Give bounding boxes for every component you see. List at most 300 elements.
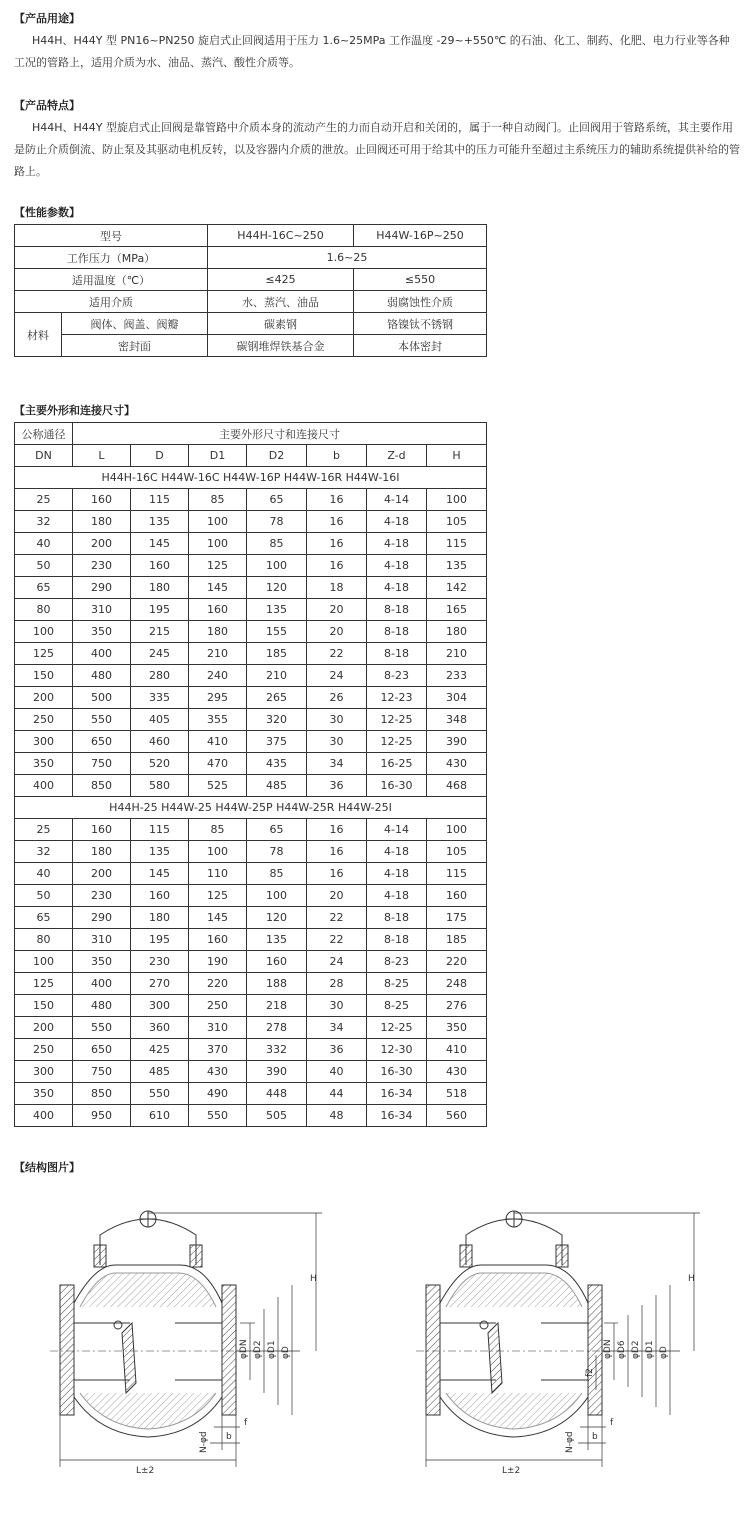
table-row (15, 753, 487, 775)
table-cell: 16 (307, 863, 367, 885)
table-cell: 248 (427, 973, 487, 995)
table-cell: 430 (189, 1061, 247, 1083)
table-row (15, 643, 487, 665)
table-row (15, 1039, 487, 1061)
table-cell: 40 (15, 863, 73, 885)
dn-label: 公称通径 (15, 423, 73, 445)
table-cell: 210 (427, 643, 487, 665)
table-row (15, 907, 487, 929)
table-cell: 180 (427, 621, 487, 643)
table-cell: 250 (189, 995, 247, 1017)
table-cell: 18 (307, 577, 367, 599)
column-header: D2 (247, 445, 307, 467)
table-cell: 430 (427, 753, 487, 775)
table-cell: 355 (189, 709, 247, 731)
table-cell: 16-30 (367, 1061, 427, 1083)
medium-label: 适用介质 (15, 291, 208, 313)
table-cell: 48 (307, 1105, 367, 1127)
table-cell: 390 (247, 1061, 307, 1083)
table-row (15, 533, 487, 555)
table-cell: 950 (73, 1105, 131, 1127)
table-cell: 304 (427, 687, 487, 709)
dimensions-table (14, 422, 487, 1127)
model-b: H44W-16P~250 (354, 225, 487, 247)
table-cell: 195 (131, 599, 189, 621)
table-cell: 12-25 (367, 731, 427, 753)
table-cell: 36 (307, 775, 367, 797)
table-cell: 125 (189, 885, 247, 907)
table-cell: 100 (189, 841, 247, 863)
dim-label-dn: φDN (239, 1339, 249, 1359)
table-cell: 16 (307, 555, 367, 577)
table-cell: 230 (131, 951, 189, 973)
table-cell: 145 (131, 533, 189, 555)
series-group-row (15, 797, 487, 819)
table-cell: 16-30 (367, 775, 427, 797)
table-cell: 85 (247, 533, 307, 555)
column-header-row (15, 445, 487, 467)
dim-label-L: L±2 (502, 1466, 521, 1476)
table-cell: 78 (247, 511, 307, 533)
table-row (15, 929, 487, 951)
table-cell: 160 (73, 819, 131, 841)
column-header: H (427, 445, 487, 467)
table-cell: 80 (15, 929, 73, 951)
table-row (15, 1105, 487, 1127)
table-cell: 115 (427, 863, 487, 885)
table-cell: 8-25 (367, 995, 427, 1017)
table-cell: 4-18 (367, 555, 427, 577)
table-cell: 500 (73, 687, 131, 709)
dim-label-dn: φDN (603, 1339, 613, 1359)
dim-label-d1: φD1 (645, 1340, 655, 1359)
table-cell: 24 (307, 951, 367, 973)
column-header: b (307, 445, 367, 467)
table-cell: 448 (247, 1083, 307, 1105)
table-cell: 550 (73, 1017, 131, 1039)
table-cell: 85 (189, 819, 247, 841)
table-cell: 250 (15, 709, 73, 731)
features-title: 【产品特点】 (14, 99, 80, 112)
table-cell: 425 (131, 1039, 189, 1061)
table-cell: 100 (247, 885, 307, 907)
dimensions-title: 【主要外形和连接尺寸】 (14, 404, 135, 417)
table-cell: 16-34 (367, 1083, 427, 1105)
series-group-label: H44H-25 H44W-25 H44W-25P H44W-25R H44W-25I (15, 797, 487, 819)
table-cell: 200 (15, 1017, 73, 1039)
table-row (15, 621, 487, 643)
table-cell: 218 (247, 995, 307, 1017)
table-row (15, 555, 487, 577)
table-row (15, 775, 487, 797)
table-cell: 50 (15, 555, 73, 577)
table-cell: 135 (131, 841, 189, 863)
table-cell: 8-18 (367, 643, 427, 665)
table-cell: 30 (307, 995, 367, 1017)
table-cell: 16 (307, 511, 367, 533)
table-cell: 120 (247, 907, 307, 929)
table-cell: 4-18 (367, 511, 427, 533)
temp-label: 适用温度（℃） (15, 269, 208, 291)
table-cell: 250 (15, 1039, 73, 1061)
pressure-value: 1.6~25 (208, 247, 487, 269)
table-cell: 165 (427, 599, 487, 621)
table-cell: 22 (307, 929, 367, 951)
table-cell: 12-25 (367, 709, 427, 731)
table-cell: 100 (427, 819, 487, 841)
table-cell: 105 (427, 841, 487, 863)
table-cell: 4-18 (367, 841, 427, 863)
table-cell: 245 (131, 643, 189, 665)
model-label: 型号 (15, 225, 208, 247)
medium-a: 水、蒸汽、油品 (208, 291, 354, 313)
table-cell: 518 (427, 1083, 487, 1105)
column-header: L (73, 445, 131, 467)
table-cell: 550 (131, 1083, 189, 1105)
table-cell: 40 (307, 1061, 367, 1083)
table-cell: 20 (307, 599, 367, 621)
table-cell: 36 (307, 1039, 367, 1061)
dim-label-d: φD (281, 1346, 291, 1359)
table-cell: 180 (131, 577, 189, 599)
table-cell: 185 (247, 643, 307, 665)
table-cell: 30 (307, 731, 367, 753)
table-cell: 580 (131, 775, 189, 797)
table-cell: 350 (73, 951, 131, 973)
dim-label-f: f (610, 1418, 614, 1428)
table-cell: 410 (189, 731, 247, 753)
table-cell: 460 (131, 731, 189, 753)
dim-label-L: L±2 (136, 1466, 155, 1476)
table-cell: 468 (427, 775, 487, 797)
right-valve-drawing (416, 1211, 606, 1437)
table-cell: 405 (131, 709, 189, 731)
table-cell: 750 (73, 753, 131, 775)
table-cell: 160 (427, 885, 487, 907)
table-cell: 8-18 (367, 599, 427, 621)
table-cell: 550 (73, 709, 131, 731)
table-cell: 300 (15, 1061, 73, 1083)
table-cell: 200 (15, 687, 73, 709)
table-cell: 34 (307, 1017, 367, 1039)
table-cell: 100 (15, 621, 73, 643)
dim-label-nd: N-φd (199, 1431, 209, 1453)
table-cell: 400 (15, 775, 73, 797)
table-cell: 135 (427, 555, 487, 577)
main-dims-label: 主要外形尺寸和连接尺寸 (73, 423, 487, 445)
table-cell: 300 (15, 731, 73, 753)
table-cell: 65 (15, 907, 73, 929)
table-cell: 210 (247, 665, 307, 687)
table-cell: 16 (307, 841, 367, 863)
table-cell: 610 (131, 1105, 189, 1127)
table-cell: 125 (15, 643, 73, 665)
table-cell: 85 (189, 489, 247, 511)
table-row (15, 885, 487, 907)
column-header: D1 (189, 445, 247, 467)
table-cell: 32 (15, 511, 73, 533)
dim-label-f: f (244, 1418, 248, 1428)
series-group-row (15, 467, 487, 489)
table-cell: 220 (189, 973, 247, 995)
table-cell: 550 (189, 1105, 247, 1127)
left-valve-drawing (50, 1211, 240, 1437)
dim-label-H: H (310, 1274, 317, 1284)
table-cell: 30 (307, 709, 367, 731)
table-row (15, 665, 487, 687)
table-cell: 280 (131, 665, 189, 687)
table-cell: 115 (427, 533, 487, 555)
table-row (15, 1083, 487, 1105)
dim-label-d6: φD6 (617, 1340, 627, 1359)
seal-b: 本体密封 (354, 335, 487, 357)
table-cell: 650 (73, 1039, 131, 1061)
table-cell: 505 (247, 1105, 307, 1127)
table-cell: 8-18 (367, 621, 427, 643)
table-cell: 22 (307, 643, 367, 665)
table-cell: 240 (189, 665, 247, 687)
table-cell: 195 (131, 929, 189, 951)
table-row (15, 819, 487, 841)
table-row (15, 1017, 487, 1039)
table-cell: 120 (247, 577, 307, 599)
table-cell: 25 (15, 489, 73, 511)
table-cell: 16 (307, 489, 367, 511)
table-row (15, 863, 487, 885)
table-cell: 220 (427, 951, 487, 973)
table-cell: 28 (307, 973, 367, 995)
table-cell: 490 (189, 1083, 247, 1105)
table-cell: 370 (189, 1039, 247, 1061)
table-cell: 80 (15, 599, 73, 621)
table-cell: 20 (307, 621, 367, 643)
table-cell: 142 (427, 577, 487, 599)
table-cell: 270 (131, 973, 189, 995)
table-cell: 430 (427, 1061, 487, 1083)
table-cell: 8-18 (367, 907, 427, 929)
performance-title: 【性能参数】 (14, 206, 80, 219)
table-cell: 160 (247, 951, 307, 973)
dim-label-f2: f2 (585, 1368, 595, 1377)
table-cell: 115 (131, 819, 189, 841)
table-cell: 135 (247, 929, 307, 951)
table-cell: 278 (247, 1017, 307, 1039)
table-row (15, 709, 487, 731)
table-cell: 44 (307, 1083, 367, 1105)
table-cell: 332 (247, 1039, 307, 1061)
table-row (15, 599, 487, 621)
table-cell: 100 (15, 951, 73, 973)
table-cell: 160 (189, 929, 247, 951)
table-cell: 40 (15, 533, 73, 555)
table-cell: 100 (247, 555, 307, 577)
table-cell: 24 (307, 665, 367, 687)
dim-label-nd: N-φd (565, 1431, 575, 1453)
seal-a: 碳钢堆焊铁基合金 (208, 335, 354, 357)
table-cell: 145 (189, 577, 247, 599)
table-cell: 215 (131, 621, 189, 643)
table-cell: 850 (73, 1083, 131, 1105)
table-row (15, 511, 487, 533)
table-cell: 175 (427, 907, 487, 929)
table-cell: 350 (427, 1017, 487, 1039)
table-row (15, 489, 487, 511)
table-cell: 180 (73, 841, 131, 863)
table-cell: 4-18 (367, 885, 427, 907)
table-cell: 480 (73, 995, 131, 1017)
table-cell: 150 (15, 995, 73, 1017)
table-cell: 350 (15, 1083, 73, 1105)
table-cell: 560 (427, 1105, 487, 1127)
table-cell: 200 (73, 863, 131, 885)
pressure-label: 工作压力（MPa） (15, 247, 208, 269)
table-cell: 525 (189, 775, 247, 797)
table-cell: 65 (15, 577, 73, 599)
table-cell: 12-25 (367, 1017, 427, 1039)
structure-drawings (0, 1205, 750, 1505)
table-cell: 410 (427, 1039, 487, 1061)
usage-title: 【产品用途】 (14, 12, 80, 25)
table-cell: 350 (15, 753, 73, 775)
table-cell: 4-14 (367, 819, 427, 841)
table-cell: 360 (131, 1017, 189, 1039)
series-group-label: H44H-16C H44W-16C H44W-16P H44W-16R H44W-16I (15, 467, 487, 489)
table-cell: 32 (15, 841, 73, 863)
table-cell: 520 (131, 753, 189, 775)
table-cell: 155 (247, 621, 307, 643)
table-cell: 310 (73, 599, 131, 621)
table-cell: 125 (189, 555, 247, 577)
table-cell: 320 (247, 709, 307, 731)
dim-label-b: b (592, 1432, 598, 1442)
table-cell: 188 (247, 973, 307, 995)
table-cell: 400 (73, 643, 131, 665)
table-cell: 650 (73, 731, 131, 753)
table-cell: 750 (73, 1061, 131, 1083)
table-cell: 26 (307, 687, 367, 709)
table-cell: 265 (247, 687, 307, 709)
table-cell: 16 (307, 533, 367, 555)
body-a: 碳素钢 (208, 313, 354, 335)
table-cell: 65 (247, 819, 307, 841)
features-text: H44H、H44Y 型旋启式止回阀是靠管路中介质本身的流动产生的力而自动开启和关闭的，属于一种自动阀门。止回阀用于管路系统，其主要作用是防止介质倒流、防止泵及其驱动电机反转，以及容器内介质的泄放。止回阀还可用于给其中的压力可能升至超过主系统压力的辅助系统提供补给的管路上。 (14, 121, 740, 178)
table-cell: 34 (307, 753, 367, 775)
table-cell: 348 (427, 709, 487, 731)
table-row (15, 687, 487, 709)
table-cell: 12-23 (367, 687, 427, 709)
dim-label-d: φD (659, 1346, 669, 1359)
table-row (15, 841, 487, 863)
table-cell: 435 (247, 753, 307, 775)
table-row (15, 973, 487, 995)
table-cell: 22 (307, 907, 367, 929)
structure-title: 【结构图片】 (14, 1161, 80, 1174)
dim-label-d1: φD1 (267, 1340, 277, 1359)
table-cell: 4-18 (367, 577, 427, 599)
table-cell: 115 (131, 489, 189, 511)
table-cell: 135 (247, 599, 307, 621)
table-cell: 105 (427, 511, 487, 533)
table-cell: 485 (131, 1061, 189, 1083)
table-cell: 25 (15, 819, 73, 841)
table-row (15, 731, 487, 753)
table-cell: 190 (189, 951, 247, 973)
model-a: H44H-16C~250 (208, 225, 354, 247)
table-cell: 110 (189, 863, 247, 885)
table-cell: 4-14 (367, 489, 427, 511)
table-cell: 16-25 (367, 753, 427, 775)
table-cell: 16-34 (367, 1105, 427, 1127)
table-cell: 276 (427, 995, 487, 1017)
dim-label-H: H (688, 1274, 695, 1284)
table-cell: 4-18 (367, 863, 427, 885)
table-cell: 100 (189, 511, 247, 533)
table-cell: 375 (247, 731, 307, 753)
material-label: 材料 (15, 313, 62, 357)
dim-label-b: b (226, 1432, 232, 1442)
body-b: 铬镍钛不锈钢 (354, 313, 487, 335)
table-row (15, 1061, 487, 1083)
table-row (15, 995, 487, 1017)
table-cell: 85 (247, 863, 307, 885)
table-cell: 350 (73, 621, 131, 643)
dim-label-d2: φD2 (631, 1340, 641, 1359)
table-cell: 485 (247, 775, 307, 797)
table-row (15, 951, 487, 973)
table-cell: 470 (189, 753, 247, 775)
medium-b: 弱腐蚀性介质 (354, 291, 487, 313)
table-cell: 335 (131, 687, 189, 709)
temp-a: ≤425 (208, 269, 354, 291)
table-cell: 12-30 (367, 1039, 427, 1061)
table-cell: 50 (15, 885, 73, 907)
table-cell: 180 (131, 907, 189, 929)
table-row (15, 577, 487, 599)
table-cell: 160 (131, 555, 189, 577)
table-cell: 295 (189, 687, 247, 709)
table-cell: 8-23 (367, 665, 427, 687)
table-cell: 400 (15, 1105, 73, 1127)
column-header: Z-d (367, 445, 427, 467)
table-cell: 145 (189, 907, 247, 929)
dim-label-d2: φD2 (253, 1340, 263, 1359)
table-cell: 100 (427, 489, 487, 511)
table-cell: 100 (189, 533, 247, 555)
column-header: DN (15, 445, 73, 467)
table-cell: 150 (15, 665, 73, 687)
table-cell: 8-23 (367, 951, 427, 973)
table-cell: 160 (73, 489, 131, 511)
table-cell: 180 (73, 511, 131, 533)
table-cell: 480 (73, 665, 131, 687)
temp-b: ≤550 (354, 269, 487, 291)
table-cell: 390 (427, 731, 487, 753)
seal-label: 密封面 (62, 335, 208, 357)
table-cell: 20 (307, 885, 367, 907)
table-cell: 125 (15, 973, 73, 995)
table-cell: 850 (73, 775, 131, 797)
table-cell: 230 (73, 885, 131, 907)
table-cell: 65 (247, 489, 307, 511)
body-label: 阀体、阀盖、阀瓣 (62, 313, 208, 335)
table-cell: 300 (131, 995, 189, 1017)
table-cell: 180 (189, 621, 247, 643)
table-cell: 230 (73, 555, 131, 577)
usage-text: H44H、H44Y 型 PN16~PN250 旋启式止回阀适用于压力 1.6~25MPa 工作温度 -29~+550℃ 的石油、化工、制药、化肥、电力行业等各种工况的管路上，适用介质为水、油品、蒸汽、酸性介质等。 (14, 34, 730, 69)
table-cell: 290 (73, 577, 131, 599)
table-cell: 78 (247, 841, 307, 863)
table-cell: 8-18 (367, 929, 427, 951)
